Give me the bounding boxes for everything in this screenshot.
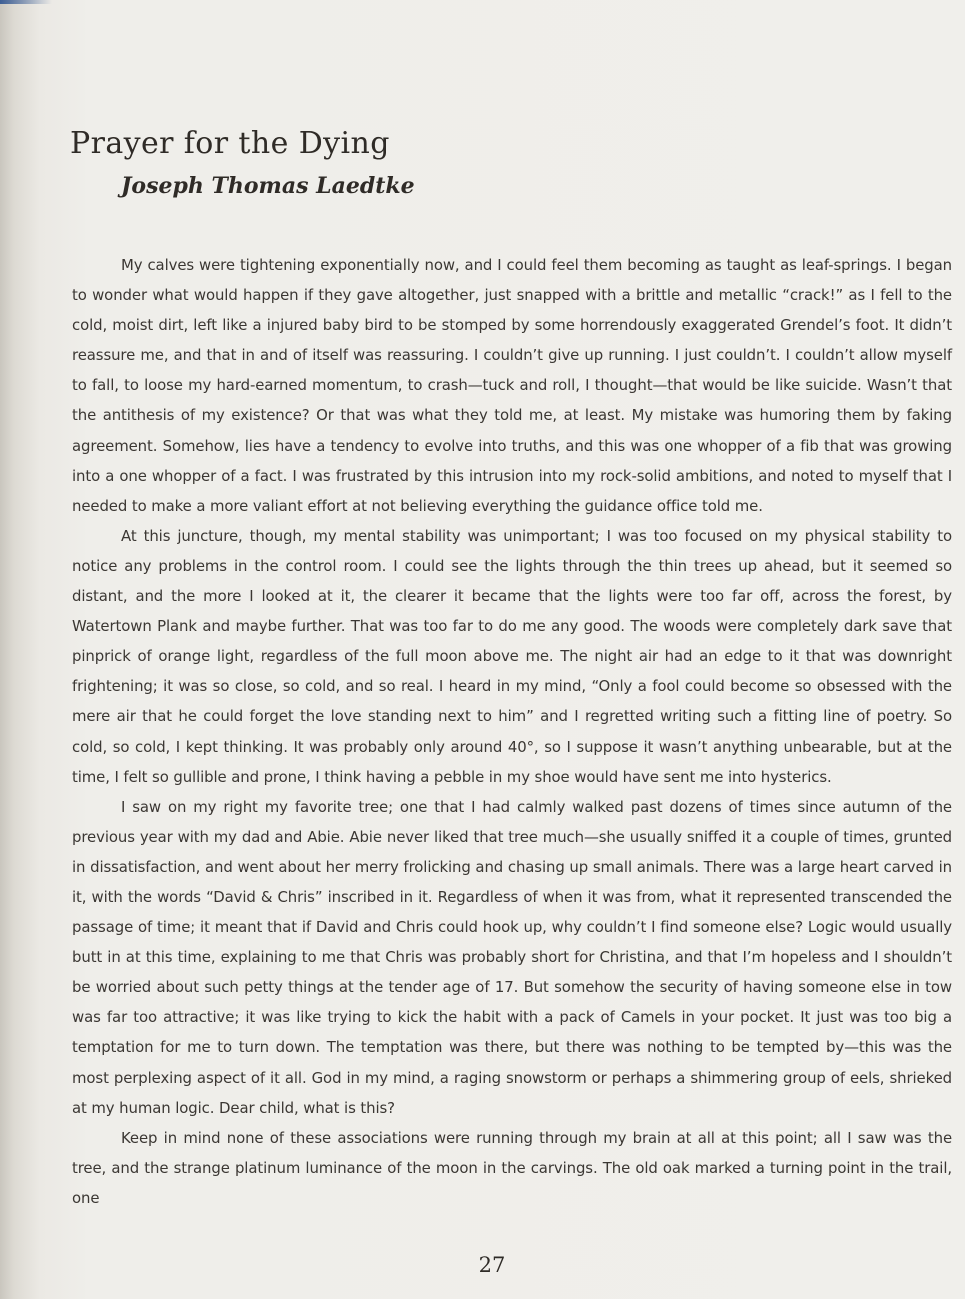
paragraph: At this juncture, though, my mental stability was unimportant; I was too focused on my physical stability to notice any problems in the control room. I could see the lights through the thin trees up ahead, but it seemed so distant, and the more I looked at it, the clearer it became that the lights were too far off, across the forest, by Watertown Plank and maybe further. That was too far to do me any good. The woods were completely dark save that pinprick of orange light, regardless of the full moon above me. The night air had an edge to it that was downright frightening; it was so close, so cold, and so real. I heard in my mind, “Only a fool could become so obsessed with the mere air that he could forget the love standing next to him” and I regretted writing such a fitting line of poetry. So cold, so cold, I kept thinking. It was probably only around 40°, so I suppose it wasn’t anything unbearable, but at the time, I felt so gullible and prone, I think having a pebble in my shoe would have sent me into hysterics. — [72, 526, 952, 786]
story-body — [72, 250, 952, 1213]
scan-edge-mark — [0, 0, 52, 4]
paragraph: My calves were tightening exponentially now, and I could feel them becoming as taught as leaf-springs. I began to wonder what would happen if they gave altogether, just snapped with a brittle and metallic “crack!” as I fell to the cold, moist dirt, left like a injured baby bird to be stomped by some horrendously exaggerated Grendel’s foot. It didn’t reassure me, and that in and of itself was reassuring. I couldn’t give up running. I just couldn’t. I couldn’t allow myself to fall, to loose my hard-earned momentum, to crash—tuck and roll, I thought—that would be like suicide. Wasn’t that the antithesis of my existence? Or that was what they told me, at least. My mistake was humoring them by faking agreement. Somehow, lies have a tendency to evolve into truths, and this was one whopper of a fib that was growing into a one whopper of a fact. I was frustrated by this intrusion into my rock-solid ambitions, and noted to myself that I needed to make a more valiant effort at not believing everything the guidance office told me. — [72, 256, 952, 515]
author-name: Joseph Thomas Laedtke — [121, 173, 415, 199]
page-number: 27 — [478, 1253, 506, 1277]
paragraph: Keep in mind none of these associations were running through my brain at all at this point; all I saw was the tree, and the strange platinum luminance of the moon in the carvings. The old oak marked a turning point in the trail, one — [72, 1128, 952, 1207]
paragraph: I saw on my right my favorite tree; one that I had calmly walked past dozens of times since autumn of the previous year with my dad and Abie. Abie never liked that tree much—she usually sniffed it a couple of times, grunted in dissatisfaction, and went about her merry frolicking and chasing up small animals. There was a large heart carved in it, with the words “David & Chris” inscribed in it. Regardless of when it was from, what it represented transcended the passage of time; it meant that if David and Chris could hook up, why couldn’t I find someone else? Logic would usually butt in at this time, explaining to me that Chris was probably short for Christina, and that I’m hopeless and I shouldn’t be worried about such petty things at the tender age of 17. But somehow the security of having someone else in tow was far too attractive; it was like trying to kick the habit with a pack of Camels in your pocket. It just was too big a temptation for me to turn down. The temptation was there, but there was nothing to be tempted by—this was the most perplexing aspect of it all. God in my mind, a raging snowstorm or perhaps a shimmering group of eels, shrieked at my human logic. Dear child, what is this? — [72, 797, 952, 1117]
story-title: Prayer for the Dying — [70, 126, 390, 161]
